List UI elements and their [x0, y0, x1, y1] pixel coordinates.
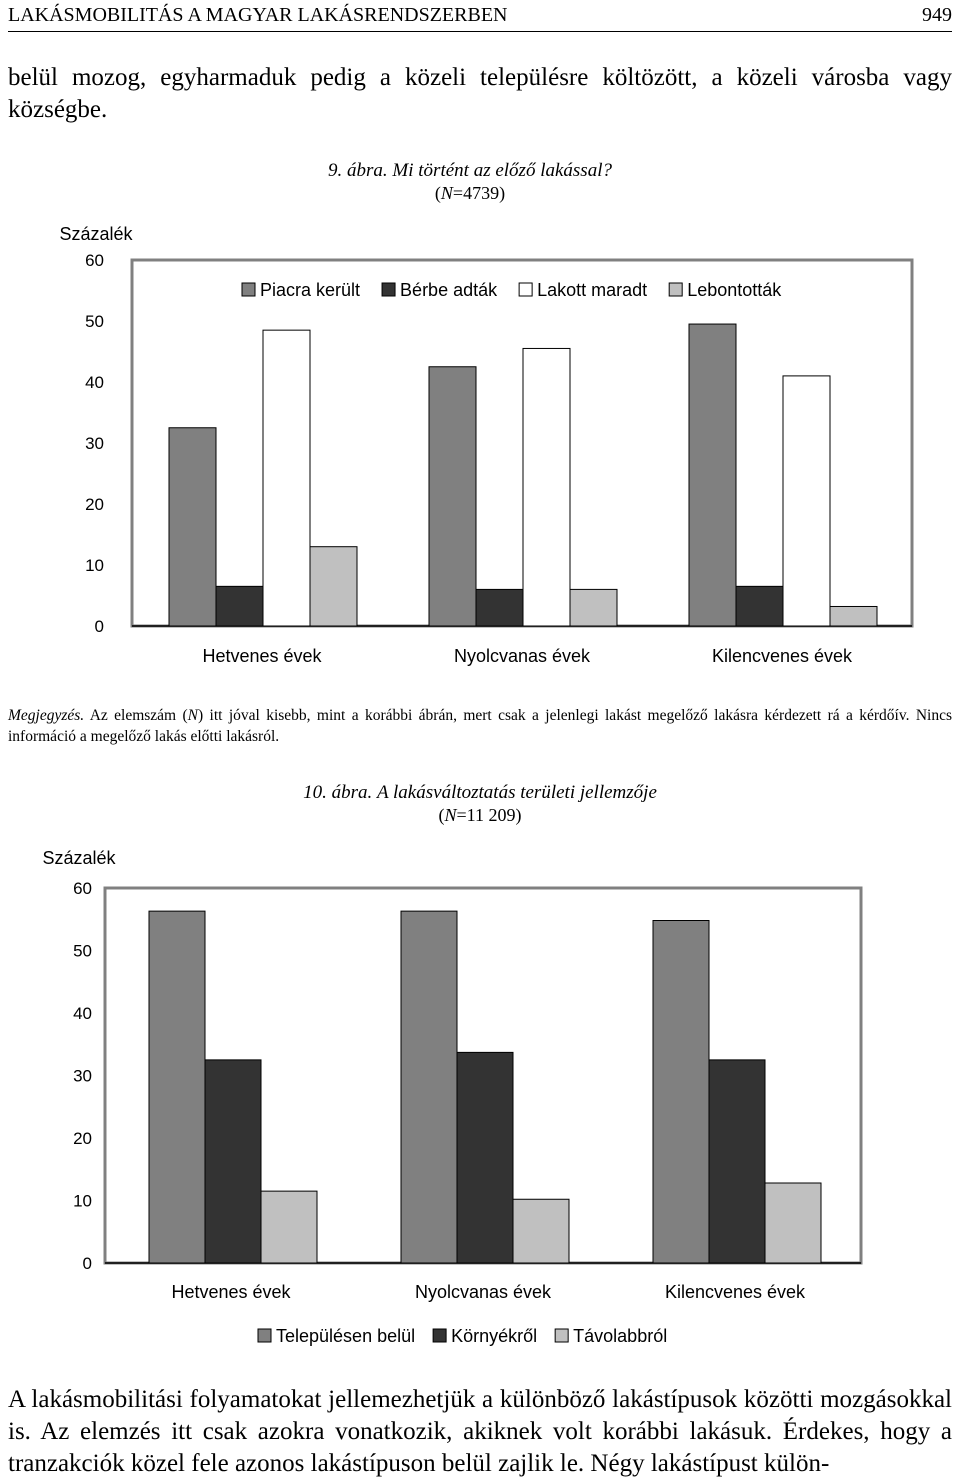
figure10-number: 10. ábra. — [303, 782, 373, 803]
chart2-y-axis-label: Százalék — [42, 848, 116, 868]
chart2-bar — [653, 921, 709, 1264]
figure9-note — [8, 705, 952, 747]
chart2-y-tick-label: 60 — [73, 879, 92, 898]
figure9-number: 9. ábra. — [328, 160, 388, 181]
chart2-bar — [205, 1060, 261, 1263]
chart1-legend-swatch — [519, 283, 532, 296]
figure10-caption: 10. ábra. A lakásváltoztatás területi jellemzője (N=11 209) — [303, 782, 657, 825]
figure9-chart — [0, 220, 960, 666]
chart1-legend-swatch — [669, 283, 682, 296]
chart2-bar — [261, 1191, 317, 1263]
figure10-n-value: =11 209) — [456, 805, 522, 825]
chart1-y-tick-label: 40 — [85, 373, 104, 392]
chart2-y-tick-label: 30 — [73, 1066, 92, 1086]
chart1-bar — [310, 547, 357, 626]
chart2-x-tick-label: Kilencvenes évek — [664, 1282, 806, 1302]
chart1-bar — [216, 586, 263, 626]
chart1-bar — [476, 589, 523, 626]
chart2-legend-label: Távolabbról — [573, 1326, 668, 1346]
chart2-legend-label: Településen belül — [276, 1326, 416, 1346]
chart1-y-tick-label: 60 — [85, 251, 104, 270]
chart2-legend-swatch — [555, 1329, 568, 1342]
chart1-x-tick-label: Kilencvenes évek — [711, 646, 853, 666]
chart1-bar — [523, 348, 570, 626]
chart2-legend-swatch — [258, 1329, 271, 1342]
chart1-bar — [263, 330, 310, 626]
figure9-caption: 9. ábra. Mi történt az előző lakással? (N=4739) — [328, 160, 612, 203]
note-label: Megjegyzés. — [8, 707, 85, 724]
chart1-legend-label: Piacra került — [260, 280, 361, 300]
figure10-title: A lakásváltoztatás területi jellemzője — [377, 782, 657, 803]
chart1-y-tick-label: 20 — [85, 495, 104, 514]
chart1-bar — [830, 606, 877, 626]
chart1-bar — [169, 428, 216, 626]
chart1-bar — [783, 376, 830, 626]
chart2-bar — [513, 1199, 569, 1263]
chart1-bar — [689, 324, 736, 626]
chart1-y-tick-label: 0 — [94, 617, 104, 636]
intro-paragraph: belül mozog, egyharmaduk pedig a közeli településre költözött, a közeli városba vagy községbe. — [8, 64, 952, 123]
chart2-y-tick-label: 50 — [73, 941, 92, 961]
chart1-bar — [736, 586, 783, 626]
chart2-x-tick-label: Hetvenes évek — [171, 1282, 291, 1302]
chart2-legend-label: Környékről — [451, 1326, 538, 1346]
figure9-n-label: N — [440, 183, 453, 203]
chart1-legend-label: Lakott maradt — [537, 280, 648, 300]
figure9-n-value: =4739) — [452, 183, 506, 203]
chart2-bar — [149, 911, 205, 1263]
chart1-legend-label: Lebontották — [687, 280, 782, 300]
chart1-x-tick-label: Hetvenes évek — [202, 646, 322, 666]
chart2-y-tick-label: 40 — [73, 1004, 92, 1023]
chart2-bar — [709, 1060, 765, 1263]
running-title: LAKÁSMOBILITÁS A MAGYAR LAKÁSRENDSZERBEN — [8, 4, 508, 26]
chart1-x-tick-label: Nyolcvanas évek — [453, 646, 591, 666]
figure10-chart — [0, 840, 960, 1360]
chart1-y-tick-label: 10 — [85, 556, 104, 575]
chart2-bar — [765, 1183, 821, 1263]
note-n: N — [187, 707, 198, 724]
note-text-a: Az elemszám ( — [84, 707, 188, 724]
figure9-title: Mi történt az előző lakással? — [392, 160, 612, 181]
chart2-x-tick-label: Nyolcvanas évek — [414, 1282, 552, 1302]
chart1-legend-swatch — [242, 283, 255, 296]
chart2-y-tick-label: 20 — [73, 1129, 92, 1148]
note-text-b: ) itt jóval kisebb, mint a korábbi ábrán, mert csak a jelenlegi lakást megelőző lakásra kérdezett rá a kérdőív. Nincs információ a megelőző lakás előtti lakásról. — [8, 707, 952, 745]
page-number: 949 — [922, 4, 952, 26]
chart2-legend-swatch — [433, 1329, 446, 1342]
chart1-bar — [570, 589, 617, 626]
figure10-n-label: N — [444, 805, 457, 825]
chart1-legend-swatch — [382, 283, 395, 296]
outro-paragraph: A lakásmobilitási folyamatokat jellemezhetjük a különböző lakástípusok közötti mozgásokkal is. Az elemzés itt csak azokra vonatkozik, akiknek volt korábbi lakásuk. Érdekes, hogy a tranzakciók közel fele azonos lakástípuson belül zajlik le. Négy lakástípust külön- — [8, 1386, 952, 1477]
chart1-bar — [429, 367, 476, 626]
running-header — [8, 4, 952, 32]
chart1-legend-label: Bérbe adták — [400, 280, 498, 300]
chart1-y-tick-label: 50 — [85, 312, 104, 331]
chart2-bar — [401, 911, 457, 1263]
chart2-y-tick-label: 0 — [82, 1254, 92, 1273]
chart2-bar — [457, 1052, 513, 1263]
chart2-y-tick-label: 10 — [73, 1191, 92, 1211]
chart1-y-axis-label: Százalék — [59, 224, 133, 244]
chart1-y-tick-label: 30 — [85, 434, 104, 453]
